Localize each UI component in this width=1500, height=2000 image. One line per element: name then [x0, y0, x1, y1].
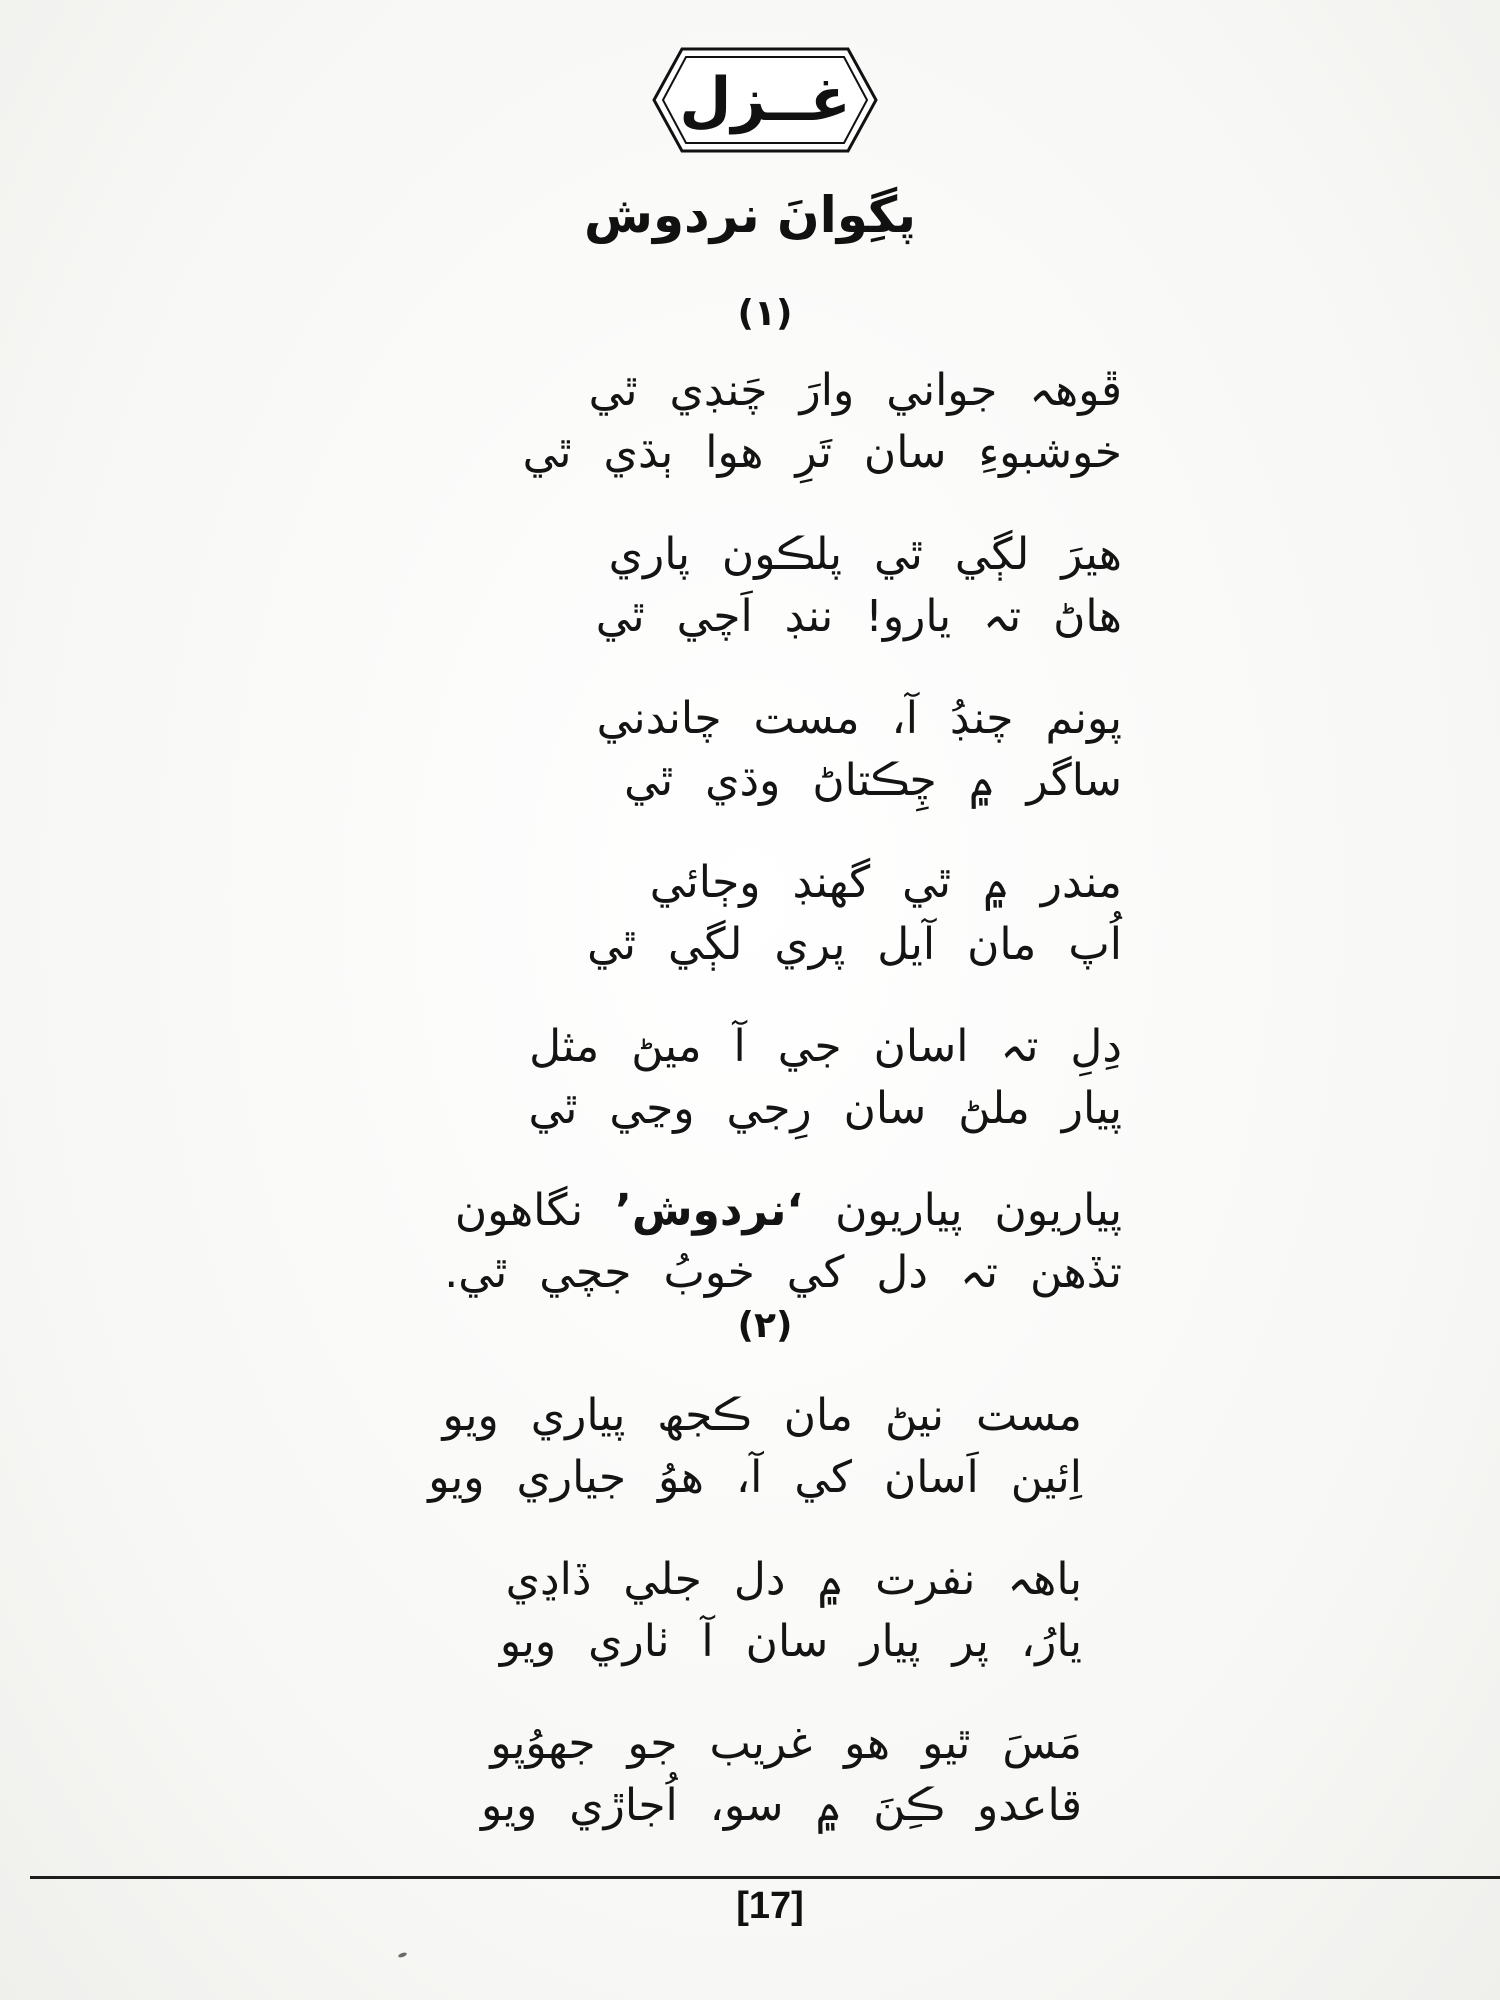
pen-name-highlight: ‘نردوش’ — [615, 1185, 804, 1236]
ghazal-1 — [402, 360, 1122, 1344]
couplet — [402, 1016, 1122, 1140]
verse-line: ڦوهہ جواني وارَ چَنڊي ٿي — [588, 365, 1122, 416]
verse-line: خوشبوءِ سان تَرِ هوا ٻڌي ٿي — [522, 427, 1122, 478]
verse-line: پيار ملڻ سان رِجي وڃي ٿي — [528, 1083, 1122, 1134]
section-number-1: (۱) — [737, 293, 793, 334]
verse-line: اُپ مان آيل پري لڳي ٿي — [587, 919, 1122, 970]
couplet — [402, 688, 1122, 812]
closing-couplet — [402, 1180, 1122, 1304]
verse-line: دِلِ تہ اسان جي آ ميڻ مثل — [529, 1021, 1122, 1072]
couplet — [402, 524, 1122, 648]
couplet — [402, 360, 1122, 484]
couplet — [402, 1385, 1082, 1509]
verse-line — [402, 1180, 1122, 1242]
page-title: غــزل — [679, 65, 851, 135]
verse-line: مست نيڻ مان ڪجھ پياري ويو — [442, 1390, 1082, 1441]
verse-line: تڏهن تہ دل کي خوبُ جچي ٿي. — [444, 1247, 1122, 1298]
verse-fragment: نگاهون — [454, 1185, 584, 1236]
verse-line: قاعدو ڪِنَ ۾ سو، اُجاڙي ويو — [481, 1780, 1082, 1831]
footer-divider — [30, 1876, 1500, 1879]
title-badge — [650, 45, 880, 155]
poet-name: پگِوانَ نردوش — [583, 186, 917, 244]
verse-line: پونم چنڊُ آ، مست چاندني — [596, 693, 1122, 744]
section-number-2: (۲) — [737, 1305, 793, 1346]
page-number: [17] — [736, 1885, 804, 1927]
verse-line: اِئين اَسان کي آ، هوُ جياري ويو — [428, 1452, 1082, 1503]
couplet — [402, 1713, 1082, 1837]
verse-line: مندر ۾ ٿي گھنڊ وڄائي — [649, 857, 1122, 908]
paper-speck — [398, 1952, 408, 1959]
verse-line: يارُ، پر پيار سان آ ٺاري ويو — [499, 1616, 1082, 1667]
verse-line: ساگر ۾ چِڪتاڻ وڌي ٿي — [624, 755, 1122, 806]
verse-fragment: پياريون پياريون — [835, 1185, 1122, 1236]
verse-line: باھہ نفرت ۾ دل جلي ڏاڍي — [505, 1554, 1082, 1605]
verse-line: هيرَ لڳي ٿي پلڪون پاري — [608, 529, 1122, 580]
couplet — [402, 852, 1122, 976]
verse-line: مَسَ ٿيو هو غريب جو جهوُپو — [490, 1718, 1082, 1769]
couplet — [402, 1549, 1082, 1673]
verse-line: هاڻ تہ يارو! ننڊ اَچي ٿي — [595, 591, 1122, 642]
ghazal-2 — [402, 1385, 1082, 1877]
